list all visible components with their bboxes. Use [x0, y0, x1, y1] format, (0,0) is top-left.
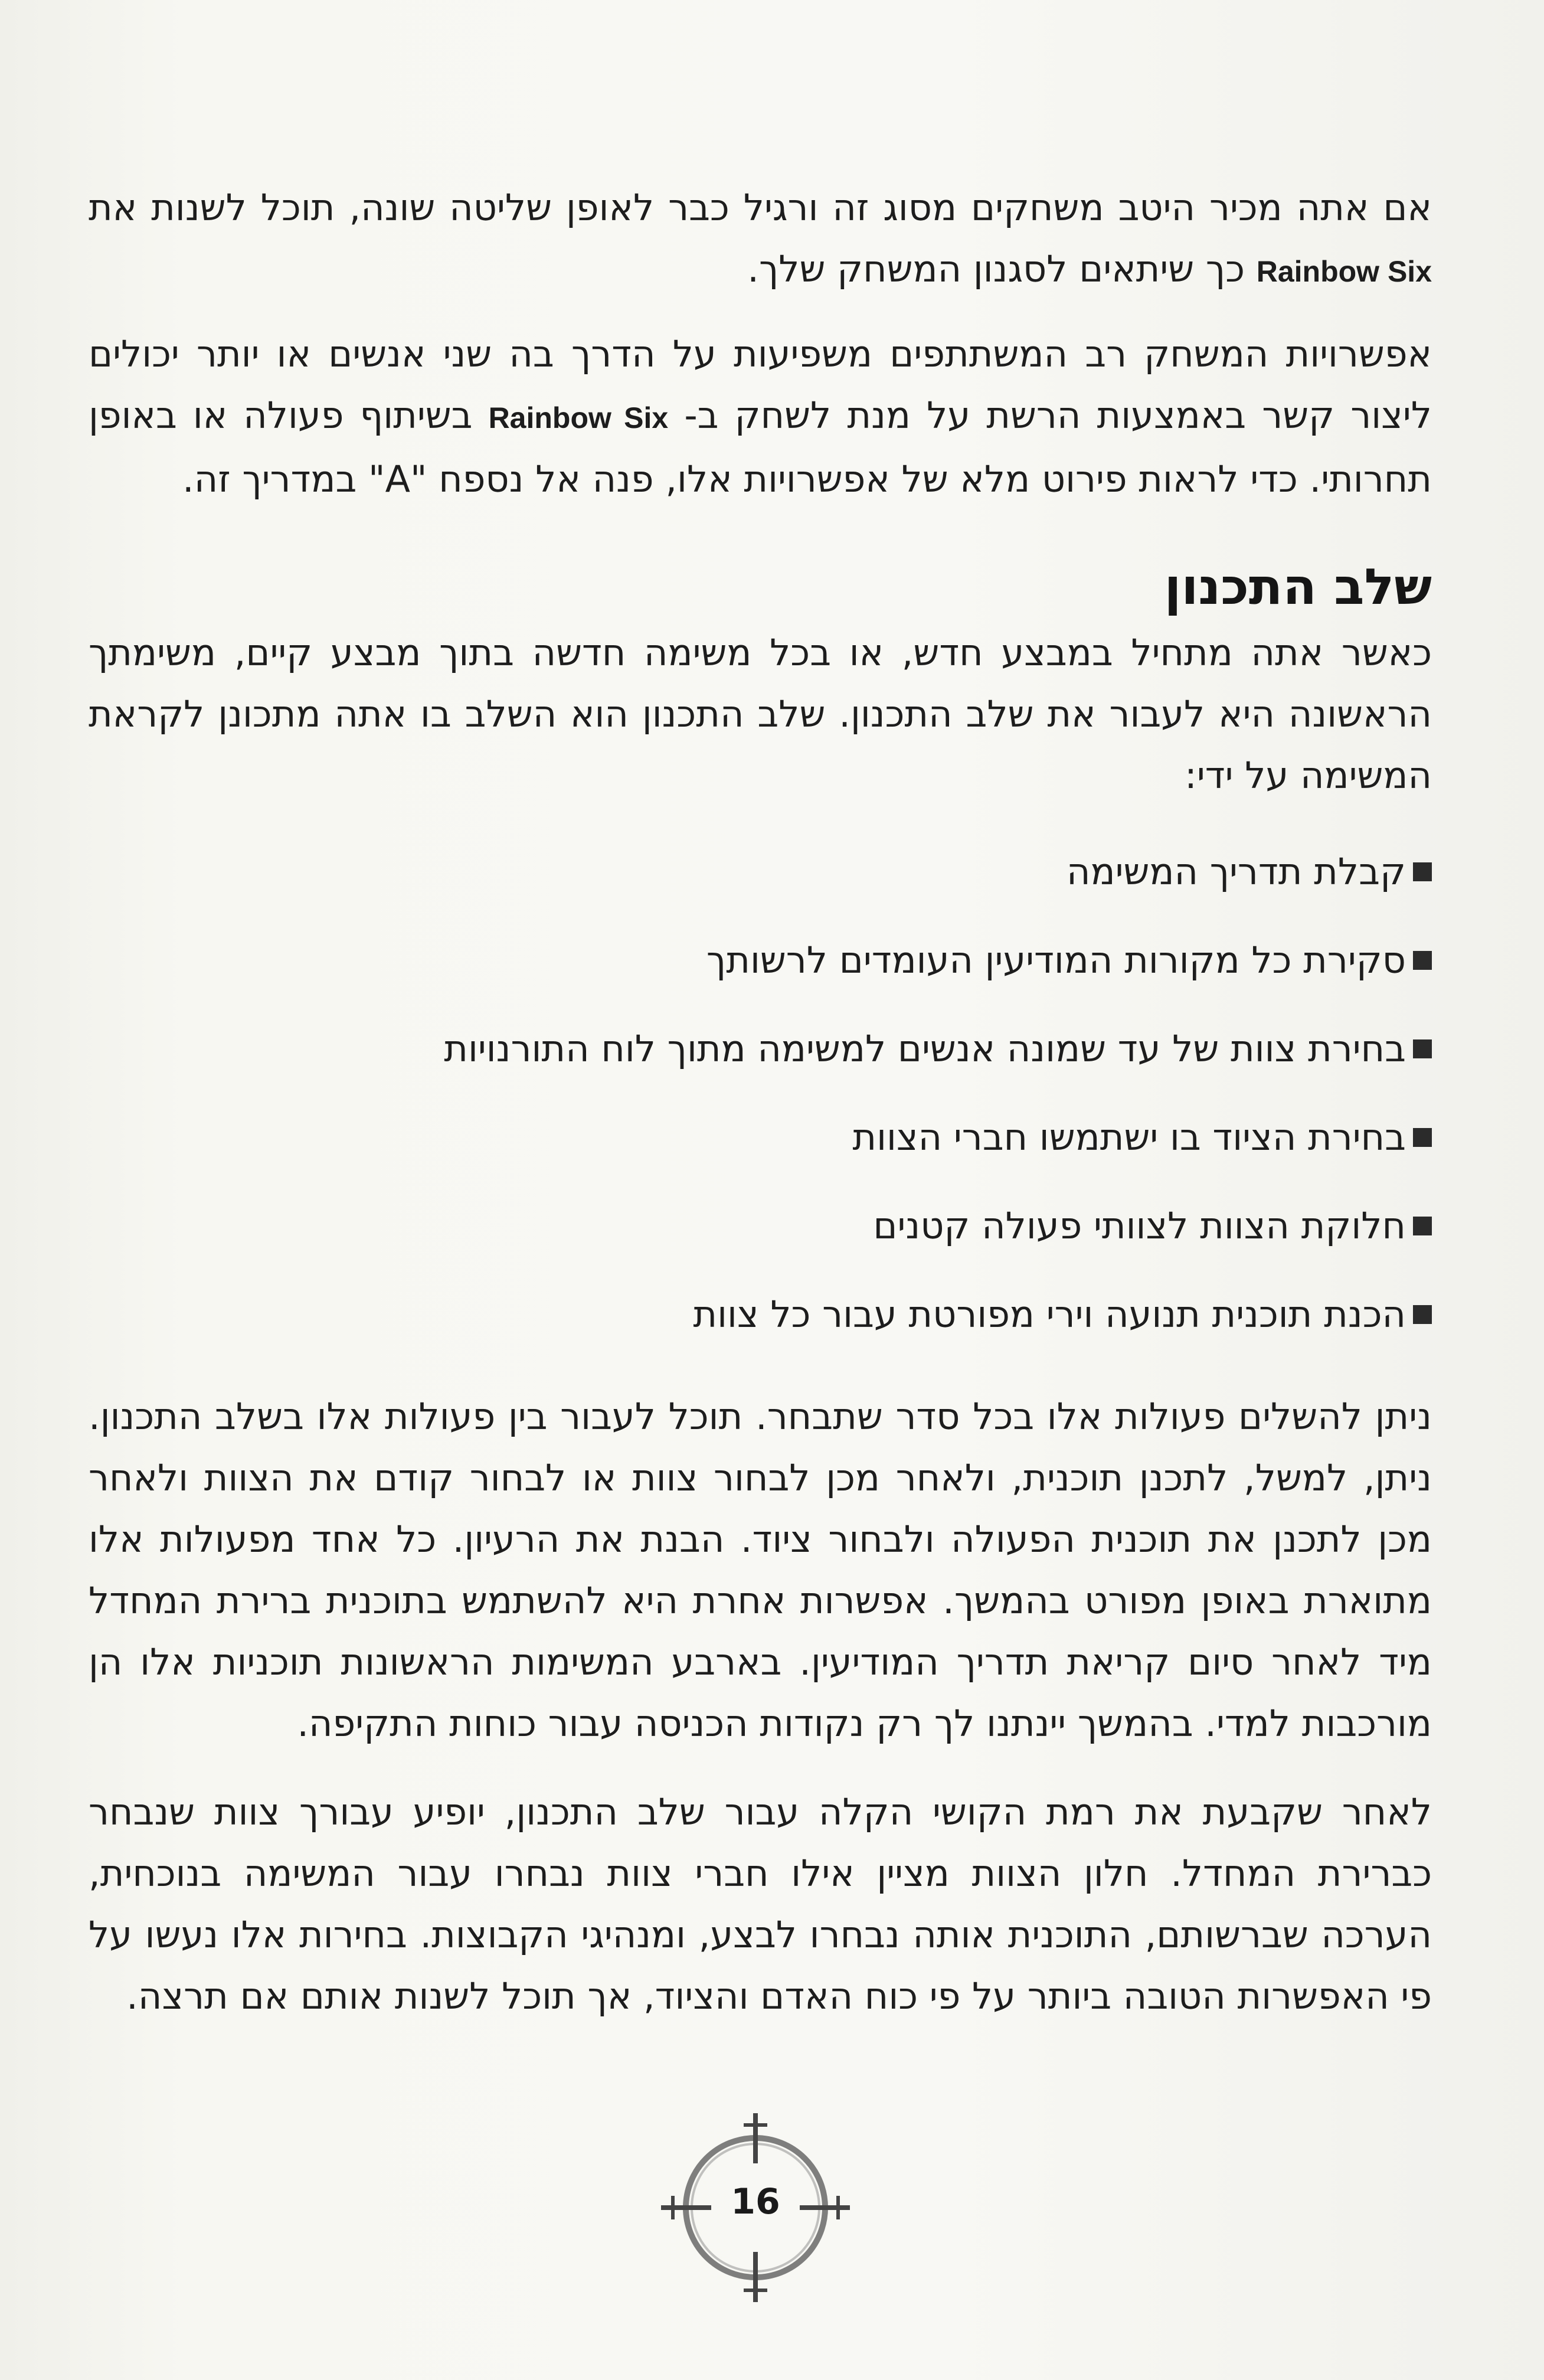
order-paragraph: ניתן להשלים פעולות אלו בכל סדר שתבחר. תוכל לעבור בין פעולות אלו בשלב התכנון. ניתן, למשל, לתכנן תוכנית, ולאחר מכן לבחור צוות או לבחור קודם את הצוות ולאחר מכן לתכנן את תוכנית הפעולה ולבחור ציוד. הבנת את הרעיון. כל אחד מפעולות אלו מתוארת באופן מפורט בהמשך. אפשרות אחרת היא להשתמש בתוכנית ברירת המחדל מיד לאחר סיום קריאת תדריך המודיעין. בארבע המשימות הראשונות תוכניות אלו הן מורכבות למדי. בהמשך יינתנו לך רק נקודות הכניסה עבור כוחות התקיפה. [89, 1395, 1432, 1745]
list-item-text: בחירת צוות של עד שמונה אנשים למשימה מתוך לוח התורנויות [444, 1027, 1406, 1070]
difficulty-paragraph: לאחר שקבעת את רמת הקושי הקלה עבור שלב התכנון, יופיע עבורך צוות שנבחר כברירת המחדל. חלון הצוות מציין אילו חברי צוות נבחרו עבור המשימה בנוכחית, הערכה שברשותם, התוכנית אותה נבחרו לבצע, ומנהיגי הקבוצות. בחירות אלו נעשו על פי האפשרות הטובה ביותר על פי כוח האדם והציוד, אך תוכל לשנות אותם אם תרצה. [89, 1790, 1432, 2018]
square-bullet-icon [1413, 1039, 1432, 1058]
square-bullet-icon [1413, 862, 1432, 881]
list-item-text: בחירת הציוד בו ישתמשו חברי הצוות [852, 1116, 1406, 1159]
list-item-text: קבלת תדריך המשימה [1066, 850, 1406, 893]
square-bullet-icon [1413, 951, 1432, 970]
list-item [89, 916, 1432, 1005]
list-item-text: סקירת כל מקורות המודיעין העומדים לרשותך [706, 939, 1406, 982]
page-number: 16 [731, 2181, 780, 2222]
square-bullet-icon [1413, 1217, 1432, 1235]
section-heading: שלב התכנון [1164, 558, 1432, 616]
square-bullet-icon [1413, 1128, 1432, 1147]
intro-text-part: אפשרויות המשחק רב המשתתפים משפיעות על הדרך בה שני אנשים או יותר יכולים ליצור קשר באמצעות הרשת על מנת לשחק ב- [89, 332, 1432, 437]
game-title-inline: Rainbow Six [488, 401, 669, 434]
game-title-inline: Rainbow Six [1256, 255, 1432, 288]
list-item-text: חלוקת הצוות לצוותי פעולה קטנים [873, 1204, 1406, 1247]
section-intro-paragraph: כאשר אתה מתחיל במבצע חדש, או בכל משימה חדשה בתוך מבצע קיים, משימתך הראשונה היא לעבור את שלב התכנון. שלב התכנון הוא השלב בו אתה מתכונן לקראת המשימה על ידי: [89, 631, 1432, 797]
list-item [89, 1182, 1432, 1270]
list-item [89, 1005, 1432, 1093]
intro-paragraph-multiplayer [89, 323, 1432, 510]
intro-text-part: כך שיתאים לסגנון המשחק שלך. [747, 247, 1245, 290]
page-content [89, 177, 1432, 2027]
list-item [89, 828, 1432, 916]
square-bullet-icon [1413, 1305, 1432, 1324]
intro-text-part: בשיתוף פעולה או באופן תחרותי. כדי לראות פירוט מלא של אפשרויות אלו, פנה אל נספח "A" במדריך זה. [89, 394, 1432, 501]
intro-text-part: אם אתה מכיר היטב משחקים מסוג זה ורגיל כבר לאופן שליטה שונה, תוכל לשנות את [89, 186, 1432, 229]
list-item-text: הכנת תוכנית תנועה וירי מפורטת עבור כל צוות [693, 1293, 1406, 1336]
planning-steps-list [89, 828, 1432, 1359]
list-item [89, 1093, 1432, 1182]
intro-paragraph-controls [89, 177, 1432, 302]
list-item [89, 1270, 1432, 1359]
